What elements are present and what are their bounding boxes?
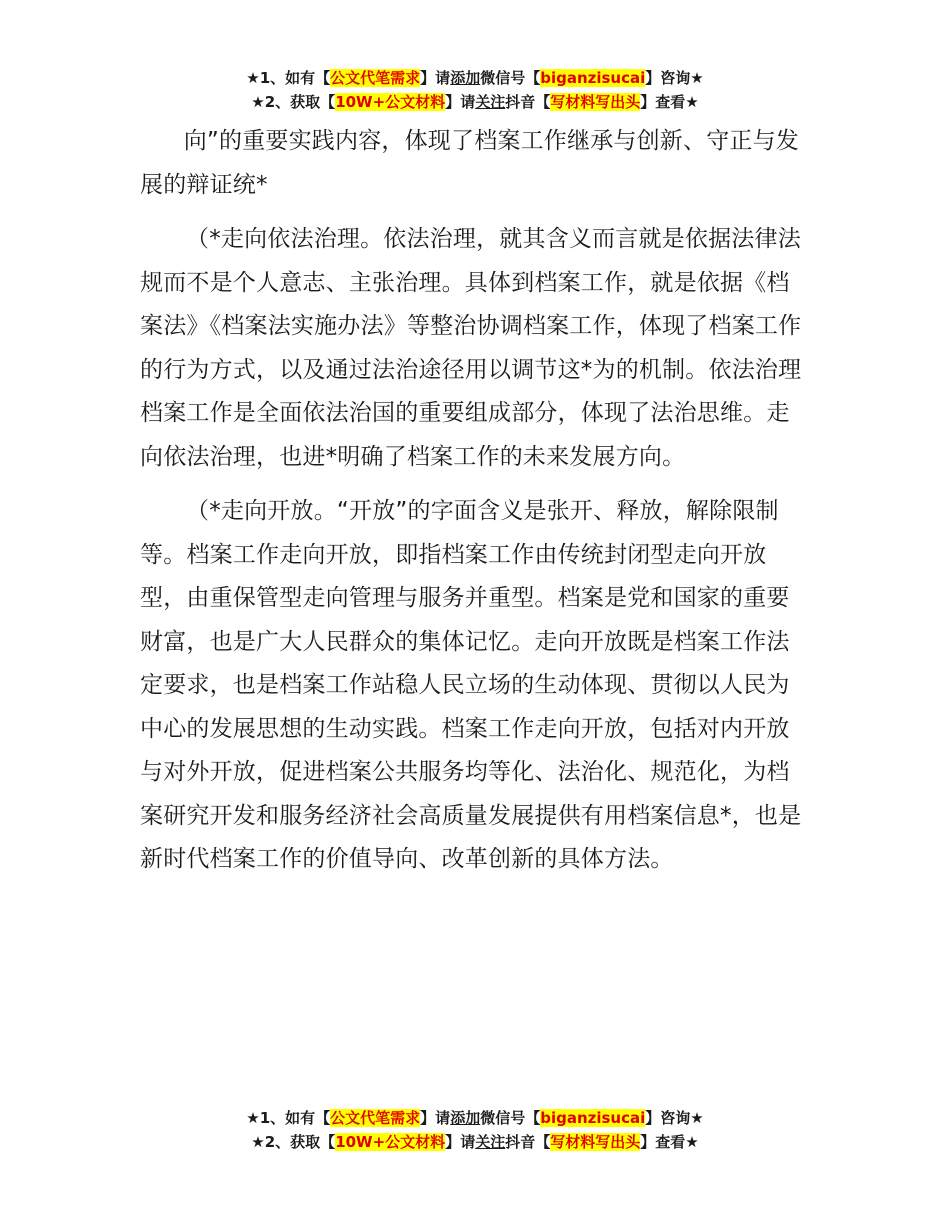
banner-line-1 [0, 1106, 950, 1130]
document-body [140, 120, 812, 893]
paragraph-continuation: 向”的重要实践内容，体现了档案工作继承与创新、守正与发展的辩证统* [140, 128, 800, 198]
banner-text: 微信号【 [480, 1109, 541, 1127]
banner-text: 抖音【 [505, 1133, 551, 1151]
highlight-service: 公文代笔需求 [330, 1109, 421, 1127]
banner-emphasis: 关注 [475, 1133, 506, 1151]
banner-text: ★2、获取【 [251, 93, 336, 111]
highlight-materials: 10W+公文材料 [335, 93, 446, 111]
banner-text: ★1、如有【 [246, 1109, 331, 1127]
banner-text: 】请 [445, 93, 476, 111]
highlight-wechat-id: biganzisucai [540, 69, 646, 87]
header-banner [0, 66, 950, 114]
banner-text: ★1、如有【 [246, 69, 331, 87]
banner-line-2 [0, 90, 950, 114]
highlight-wechat-id: biganzisucai [540, 1109, 646, 1127]
banner-emphasis: 关注 [475, 93, 506, 111]
banner-text: 】查看★ [640, 93, 699, 111]
banner-text: 微信号【 [480, 69, 541, 87]
highlight-douyin-account: 写材料写出头 [550, 93, 641, 111]
banner-text: 】请 [420, 1109, 451, 1127]
banner-emphasis: 添加 [450, 1109, 481, 1127]
highlight-materials: 10W+公文材料 [335, 1133, 446, 1151]
banner-text: 】咨询★ [645, 1109, 704, 1127]
footer-banner [0, 1106, 950, 1154]
banner-text: 】咨询★ [645, 69, 704, 87]
banner-text: 抖音【 [505, 93, 551, 111]
paragraph-rule-of-law: （*走向依法治理。依法治理，就其含义而言就是依据法律法规而不是个人意志、主张治理。具体到档案工作，就是依据《档案法》《档案法实施办法》等整治协调档案工作，体现了档案工作的行为方式，以及通过法治途径用以调节这*为的机制。依法治理档案工作是全面依法治国的重要组成部分，体现了法治思维。走向依法治理，也进*明确了档案工作的未来发展方向。 [140, 226, 802, 470]
banner-text: ★2、获取【 [251, 1133, 336, 1151]
banner-emphasis: 添加 [450, 69, 481, 87]
highlight-service: 公文代笔需求 [330, 69, 421, 87]
banner-text: 】请 [445, 1133, 476, 1151]
banner-line-1 [0, 66, 950, 90]
paragraph-openness: （*走向开放。“开放”的字面含义是张开、释放，解除限制等。档案工作走向开放，即指档案工作由传统封闭型走向开放型，由重保管型走向管理与服务并重型。档案是党和国家的重要财富，也是广大人民群众的集体记忆。走向开放既是档案工作法定要求，也是档案工作站稳人民立场的生动体现、贯彻以人民为中心的发展思想的生动实践。档案工作走向开放，包括对内开放与对外开放，促进档案公共服务均等化、法治化、规范化，为档案研究开发和服务经济社会高质量发展提供有用档案信息*，也是新时代档案工作的价值导向、改革创新的具体方法。 [140, 498, 802, 872]
highlight-douyin-account: 写材料写出头 [550, 1133, 641, 1151]
banner-text: 】请 [420, 69, 451, 87]
banner-line-2 [0, 1130, 950, 1154]
banner-text: 】查看★ [640, 1133, 699, 1151]
